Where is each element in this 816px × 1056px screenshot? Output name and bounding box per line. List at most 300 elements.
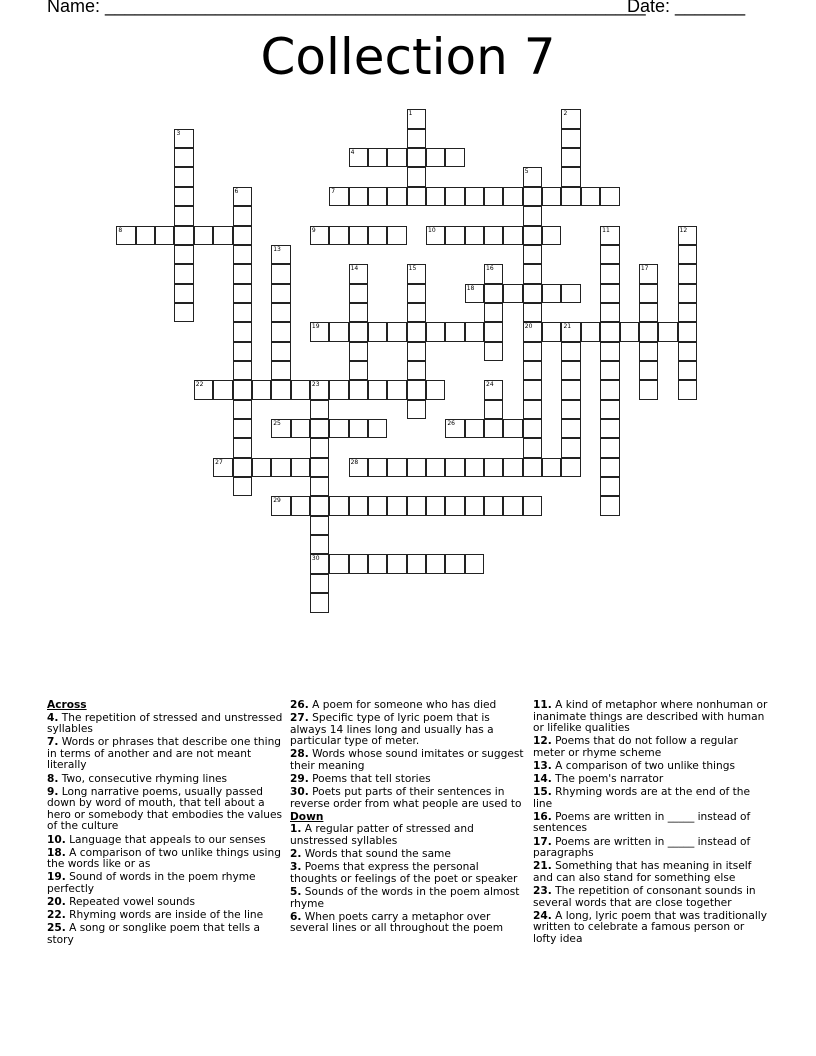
clue-number: 17. xyxy=(533,835,552,848)
clue-number: 24. xyxy=(533,909,552,922)
grid-cell[interactable] xyxy=(600,438,619,457)
grid-cell[interactable] xyxy=(639,361,658,380)
grid-cell[interactable] xyxy=(445,458,464,477)
grid-cell[interactable] xyxy=(465,284,484,303)
grid-cell[interactable] xyxy=(561,380,580,399)
grid-cell[interactable] xyxy=(484,419,503,438)
grid-cell[interactable] xyxy=(349,303,368,322)
grid-cell[interactable] xyxy=(310,226,329,245)
clue-text: The repetition of consonant sounds in several words that are close together xyxy=(533,884,756,909)
clue-text: Sounds of the words in the poem almost rhyme xyxy=(290,885,520,910)
grid-cell[interactable] xyxy=(426,322,445,341)
grid-cell[interactable] xyxy=(678,245,697,264)
grid-cell[interactable] xyxy=(233,419,252,438)
grid-cell[interactable] xyxy=(639,380,658,399)
grid-cell[interactable] xyxy=(329,496,348,515)
across-clue xyxy=(47,897,285,909)
clue-text: Words whose sound imitates or suggest their meaning xyxy=(290,748,524,772)
grid-cell[interactable] xyxy=(233,380,252,399)
grid-cell[interactable] xyxy=(561,361,580,380)
grid-cell[interactable] xyxy=(310,477,329,496)
grid-cell[interactable] xyxy=(291,419,310,438)
grid-cell[interactable] xyxy=(600,419,619,438)
grid-cell[interactable] xyxy=(600,245,619,264)
grid-cell[interactable] xyxy=(213,458,232,477)
clue-number: 25. xyxy=(47,922,66,935)
grid-cell[interactable] xyxy=(523,438,542,457)
grid-cell[interactable] xyxy=(310,438,329,457)
grid-cell[interactable] xyxy=(407,148,426,167)
grid-cell[interactable] xyxy=(174,226,193,245)
grid-cell[interactable] xyxy=(678,284,697,303)
grid-cell[interactable] xyxy=(407,496,426,515)
grid-cell[interactable] xyxy=(368,554,387,573)
grid-cell[interactable] xyxy=(233,438,252,457)
grid-cell[interactable] xyxy=(484,226,503,245)
grid-cell[interactable] xyxy=(233,477,252,496)
clue-text: Poems that do not follow a regular meter or rhyme scheme xyxy=(533,735,738,759)
grid-cell[interactable] xyxy=(484,458,503,477)
grid-cell[interactable] xyxy=(426,554,445,573)
grid-cell[interactable] xyxy=(213,380,232,399)
page-title: Collection 7 xyxy=(260,28,556,86)
grid-cell[interactable] xyxy=(484,496,503,515)
grid-cell[interactable] xyxy=(194,380,213,399)
grid-cell[interactable] xyxy=(271,496,290,515)
grid-cell[interactable] xyxy=(561,148,580,167)
grid-cell[interactable] xyxy=(349,342,368,361)
grid-cell[interactable] xyxy=(445,419,464,438)
clues-column-2 xyxy=(290,700,528,936)
grid-cell[interactable] xyxy=(407,167,426,186)
clue-number: 23 xyxy=(311,381,320,389)
grid-cell[interactable] xyxy=(561,187,580,206)
grid-cell[interactable] xyxy=(174,129,193,148)
grid-cell[interactable] xyxy=(484,284,503,303)
grid-cell[interactable] xyxy=(271,342,290,361)
grid-cell[interactable] xyxy=(329,226,348,245)
clue-number: 21 xyxy=(563,323,572,331)
down-clue xyxy=(533,761,771,773)
grid-cell[interactable] xyxy=(407,342,426,361)
grid-cell[interactable] xyxy=(445,148,464,167)
grid-cell[interactable] xyxy=(523,458,542,477)
grid-cell[interactable] xyxy=(368,380,387,399)
clue-number: 3 xyxy=(176,129,181,137)
grid-cell[interactable] xyxy=(523,303,542,322)
grid-cell[interactable] xyxy=(233,458,252,477)
grid-cell[interactable] xyxy=(407,187,426,206)
grid-cell[interactable] xyxy=(426,148,445,167)
grid-cell[interactable] xyxy=(484,400,503,419)
grid-cell[interactable] xyxy=(387,226,406,245)
grid-cell[interactable] xyxy=(407,400,426,419)
grid-cell[interactable] xyxy=(116,226,135,245)
grid-cell[interactable] xyxy=(523,264,542,283)
grid-cell[interactable] xyxy=(465,226,484,245)
clue-text: A long, lyric poem that was traditionally written to celebrate a famous person or lofty idea xyxy=(533,909,768,945)
grid-cell[interactable] xyxy=(329,380,348,399)
grid-cell[interactable] xyxy=(174,187,193,206)
grid-cell[interactable] xyxy=(349,554,368,573)
grid-cell[interactable] xyxy=(233,342,252,361)
grid-cell[interactable] xyxy=(581,187,600,206)
down-clue-list-continued xyxy=(533,700,771,945)
grid-cell[interactable] xyxy=(523,361,542,380)
grid-cell[interactable] xyxy=(252,380,271,399)
clue-number: 28 xyxy=(350,458,359,466)
grid-cell[interactable] xyxy=(542,284,561,303)
grid-cell[interactable] xyxy=(213,226,232,245)
across-clue-list xyxy=(47,713,285,947)
down-clue xyxy=(290,862,528,885)
grid-cell[interactable] xyxy=(407,322,426,341)
grid-cell[interactable] xyxy=(233,303,252,322)
grid-cell[interactable] xyxy=(329,187,348,206)
grid-cell[interactable] xyxy=(523,167,542,186)
grid-cell[interactable] xyxy=(368,322,387,341)
grid-cell[interactable] xyxy=(678,264,697,283)
grid-cell[interactable] xyxy=(523,284,542,303)
grid-cell[interactable] xyxy=(155,226,174,245)
grid-cell[interactable] xyxy=(407,264,426,283)
grid-cell[interactable] xyxy=(387,187,406,206)
grid-cell[interactable] xyxy=(310,496,329,515)
grid-cell[interactable] xyxy=(445,187,464,206)
clue-number: 15 xyxy=(408,265,417,273)
clue-number: 21. xyxy=(533,860,552,873)
grid-cell[interactable] xyxy=(310,458,329,477)
grid-cell[interactable] xyxy=(174,245,193,264)
grid-cell[interactable] xyxy=(233,284,252,303)
grid-cell[interactable] xyxy=(349,361,368,380)
grid-cell[interactable] xyxy=(523,206,542,225)
grid-cell[interactable] xyxy=(426,187,445,206)
grid-cell[interactable] xyxy=(387,458,406,477)
grid-cell[interactable] xyxy=(561,458,580,477)
grid-cell[interactable] xyxy=(523,226,542,245)
grid-cell[interactable] xyxy=(349,148,368,167)
grid-cell[interactable] xyxy=(639,284,658,303)
grid-cell[interactable] xyxy=(271,264,290,283)
grid-cell[interactable] xyxy=(561,322,580,341)
grid-cell[interactable] xyxy=(484,342,503,361)
grid-cell[interactable] xyxy=(523,400,542,419)
grid-cell[interactable] xyxy=(484,303,503,322)
clue-number: 4. xyxy=(47,711,59,724)
grid-cell[interactable] xyxy=(349,458,368,477)
grid-cell[interactable] xyxy=(349,226,368,245)
grid-cell[interactable] xyxy=(503,284,522,303)
grid-cell[interactable] xyxy=(426,496,445,515)
grid-cell[interactable] xyxy=(310,380,329,399)
grid-cell[interactable] xyxy=(465,496,484,515)
name-field[interactable]: Name: ______________________________________________________ xyxy=(47,0,646,16)
grid-cell[interactable] xyxy=(407,284,426,303)
grid-cell[interactable] xyxy=(678,303,697,322)
clue-number: 5. xyxy=(290,885,302,898)
grid-cell[interactable] xyxy=(600,284,619,303)
clues-column-1 xyxy=(47,700,285,948)
down-clue xyxy=(533,837,771,860)
grid-cell[interactable] xyxy=(581,322,600,341)
grid-cell[interactable] xyxy=(465,322,484,341)
grid-cell[interactable] xyxy=(678,226,697,245)
down-clue xyxy=(533,812,771,835)
grid-cell[interactable] xyxy=(174,167,193,186)
grid-cell[interactable] xyxy=(503,496,522,515)
grid-cell[interactable] xyxy=(174,148,193,167)
grid-cell[interactable] xyxy=(271,303,290,322)
grid-cell[interactable] xyxy=(407,303,426,322)
grid-cell[interactable] xyxy=(387,380,406,399)
grid-cell[interactable] xyxy=(561,419,580,438)
grid-cell[interactable] xyxy=(523,322,542,341)
grid-cell[interactable] xyxy=(465,554,484,573)
grid-cell[interactable] xyxy=(407,109,426,128)
across-clue xyxy=(47,737,285,772)
grid-cell[interactable] xyxy=(523,187,542,206)
grid-cell[interactable] xyxy=(349,187,368,206)
clue-number: 6 xyxy=(234,187,239,195)
grid-cell[interactable] xyxy=(233,245,252,264)
grid-cell[interactable] xyxy=(407,129,426,148)
grid-cell[interactable] xyxy=(426,380,445,399)
grid-cell[interactable] xyxy=(445,496,464,515)
grid-cell[interactable] xyxy=(523,419,542,438)
grid-cell[interactable] xyxy=(561,129,580,148)
grid-cell[interactable] xyxy=(484,380,503,399)
grid-cell[interactable] xyxy=(291,380,310,399)
grid-cell[interactable] xyxy=(271,361,290,380)
grid-cell[interactable] xyxy=(233,187,252,206)
clue-number: 26. xyxy=(290,699,309,711)
grid-cell[interactable] xyxy=(561,400,580,419)
grid-cell[interactable] xyxy=(484,187,503,206)
clue-number: 13. xyxy=(533,759,552,772)
grid-cell[interactable] xyxy=(233,264,252,283)
grid-cell[interactable] xyxy=(194,226,213,245)
grid-cell[interactable] xyxy=(349,496,368,515)
grid-cell[interactable] xyxy=(465,187,484,206)
grid-cell[interactable] xyxy=(542,322,561,341)
clue-number: 18. xyxy=(47,846,66,859)
clue-number: 29 xyxy=(273,497,281,505)
grid-cell[interactable] xyxy=(445,226,464,245)
grid-cell[interactable] xyxy=(174,264,193,283)
grid-cell[interactable] xyxy=(252,458,271,477)
grid-cell[interactable] xyxy=(600,380,619,399)
down-clue xyxy=(533,911,771,946)
grid-cell[interactable] xyxy=(600,458,619,477)
grid-cell[interactable] xyxy=(561,438,580,457)
grid-cell[interactable] xyxy=(310,593,329,612)
clue-number: 30 xyxy=(311,555,320,563)
grid-cell[interactable] xyxy=(561,284,580,303)
across-clue xyxy=(290,787,528,810)
grid-cell[interactable] xyxy=(407,458,426,477)
grid-cell[interactable] xyxy=(368,226,387,245)
grid-cell[interactable] xyxy=(600,361,619,380)
grid-cell[interactable] xyxy=(174,206,193,225)
grid-cell[interactable] xyxy=(368,458,387,477)
grid-cell[interactable] xyxy=(426,458,445,477)
clue-number: 1. xyxy=(290,823,302,836)
down-clue xyxy=(533,774,771,786)
down-clue xyxy=(533,736,771,759)
grid-cell[interactable] xyxy=(310,554,329,573)
grid-cell[interactable] xyxy=(542,187,561,206)
grid-cell[interactable] xyxy=(678,342,697,361)
across-clue xyxy=(47,848,285,871)
grid-cell[interactable] xyxy=(310,535,329,554)
grid-cell[interactable] xyxy=(310,322,329,341)
grid-cell[interactable] xyxy=(271,322,290,341)
grid-cell[interactable] xyxy=(542,458,561,477)
grid-cell[interactable] xyxy=(349,380,368,399)
grid-cell[interactable] xyxy=(349,419,368,438)
grid-cell[interactable] xyxy=(445,322,464,341)
grid-cell[interactable] xyxy=(407,361,426,380)
grid-cell[interactable] xyxy=(503,458,522,477)
grid-cell[interactable] xyxy=(368,187,387,206)
clue-number: 25 xyxy=(273,420,281,427)
grid-cell[interactable] xyxy=(600,400,619,419)
grid-cell[interactable] xyxy=(561,109,580,128)
grid-cell[interactable] xyxy=(310,400,329,419)
grid-cell[interactable] xyxy=(600,496,619,515)
clue-number: 30. xyxy=(290,786,309,799)
date-field[interactable]: Date: _______ xyxy=(627,0,746,16)
grid-cell[interactable] xyxy=(368,148,387,167)
grid-cell[interactable] xyxy=(484,322,503,341)
grid-cell[interactable] xyxy=(465,419,484,438)
grid-cell[interactable] xyxy=(310,574,329,593)
grid-cell[interactable] xyxy=(523,380,542,399)
grid-cell[interactable] xyxy=(503,226,522,245)
grid-cell[interactable] xyxy=(233,361,252,380)
grid-cell[interactable] xyxy=(542,226,561,245)
clue-text: Rhyming words are at the end of the line xyxy=(533,786,751,810)
clue-number: 29. xyxy=(290,773,309,786)
grid-cell[interactable] xyxy=(368,496,387,515)
grid-cell[interactable] xyxy=(407,554,426,573)
grid-cell[interactable] xyxy=(503,419,522,438)
clue-number: 7 xyxy=(331,187,336,195)
grid-cell[interactable] xyxy=(329,419,348,438)
grid-cell[interactable] xyxy=(291,458,310,477)
grid-cell[interactable] xyxy=(233,206,252,225)
clue-number: 1 xyxy=(408,110,413,118)
grid-cell[interactable] xyxy=(561,167,580,186)
grid-cell[interactable] xyxy=(349,284,368,303)
grid-cell[interactable] xyxy=(639,342,658,361)
grid-cell[interactable] xyxy=(387,322,406,341)
clue-text: A comparison of two unlike things using the words like or as xyxy=(47,846,281,871)
grid-cell[interactable] xyxy=(523,245,542,264)
across-clue xyxy=(47,713,285,736)
grid-cell[interactable] xyxy=(136,226,155,245)
clue-text: The poem's narrator xyxy=(551,773,664,786)
grid-cell[interactable] xyxy=(329,322,348,341)
grid-cell[interactable] xyxy=(271,458,290,477)
grid-cell[interactable] xyxy=(174,284,193,303)
clue-text: A poem for someone who has died xyxy=(308,699,497,711)
grid-cell[interactable] xyxy=(233,322,252,341)
grid-cell[interactable] xyxy=(310,419,329,438)
grid-cell[interactable] xyxy=(600,477,619,496)
grid-cell[interactable] xyxy=(503,187,522,206)
clue-number: 8 xyxy=(118,226,123,234)
down-clue xyxy=(290,849,528,861)
grid-cell[interactable] xyxy=(426,226,445,245)
grid-cell[interactable] xyxy=(639,264,658,283)
clue-text: Language that appeals to our senses xyxy=(65,833,266,846)
clue-number: 11. xyxy=(533,699,552,711)
grid-cell[interactable] xyxy=(639,303,658,322)
clue-number: 20. xyxy=(47,896,66,908)
clue-text: A comparison of two unlike things xyxy=(551,759,735,772)
grid-cell[interactable] xyxy=(484,264,503,283)
clue-number: 2. xyxy=(290,848,302,861)
grid-cell[interactable] xyxy=(678,322,697,341)
grid-cell[interactable] xyxy=(271,284,290,303)
grid-cell[interactable] xyxy=(561,342,580,361)
grid-cell[interactable] xyxy=(523,496,542,515)
clue-number: 5 xyxy=(524,168,529,176)
grid-cell[interactable] xyxy=(349,264,368,283)
grid-cell[interactable] xyxy=(271,245,290,264)
clue-number: 7. xyxy=(47,736,59,749)
grid-cell[interactable] xyxy=(387,148,406,167)
grid-cell[interactable] xyxy=(310,516,329,535)
grid-cell[interactable] xyxy=(465,458,484,477)
grid-cell[interactable] xyxy=(639,322,658,341)
grid-cell[interactable] xyxy=(329,554,348,573)
grid-cell[interactable] xyxy=(600,322,619,341)
grid-cell[interactable] xyxy=(658,322,677,341)
grid-cell[interactable] xyxy=(233,226,252,245)
across-clue xyxy=(47,835,285,847)
clue-number: 9 xyxy=(311,226,316,234)
grid-cell[interactable] xyxy=(271,419,290,438)
grid-cell[interactable] xyxy=(233,400,252,419)
grid-cell[interactable] xyxy=(271,380,290,399)
grid-cell[interactable] xyxy=(445,554,464,573)
clue-number: 16 xyxy=(486,265,494,273)
grid-cell[interactable] xyxy=(620,322,639,341)
grid-cell[interactable] xyxy=(600,264,619,283)
grid-cell[interactable] xyxy=(600,187,619,206)
grid-cell[interactable] xyxy=(600,226,619,245)
grid-cell[interactable] xyxy=(600,342,619,361)
grid-cell[interactable] xyxy=(174,303,193,322)
clue-number: 4 xyxy=(350,149,355,157)
grid-cell[interactable] xyxy=(387,554,406,573)
grid-cell[interactable] xyxy=(678,380,697,399)
across-heading: Across xyxy=(47,699,87,711)
grid-cell[interactable] xyxy=(387,496,406,515)
clue-number: 2 xyxy=(563,110,568,118)
grid-cell[interactable] xyxy=(291,496,310,515)
grid-cell[interactable] xyxy=(368,419,387,438)
grid-cell[interactable] xyxy=(600,303,619,322)
grid-cell[interactable] xyxy=(678,361,697,380)
across-clue-list-continued xyxy=(290,700,528,810)
grid-cell[interactable] xyxy=(523,342,542,361)
grid-cell[interactable] xyxy=(407,380,426,399)
grid-cell[interactable] xyxy=(349,322,368,341)
